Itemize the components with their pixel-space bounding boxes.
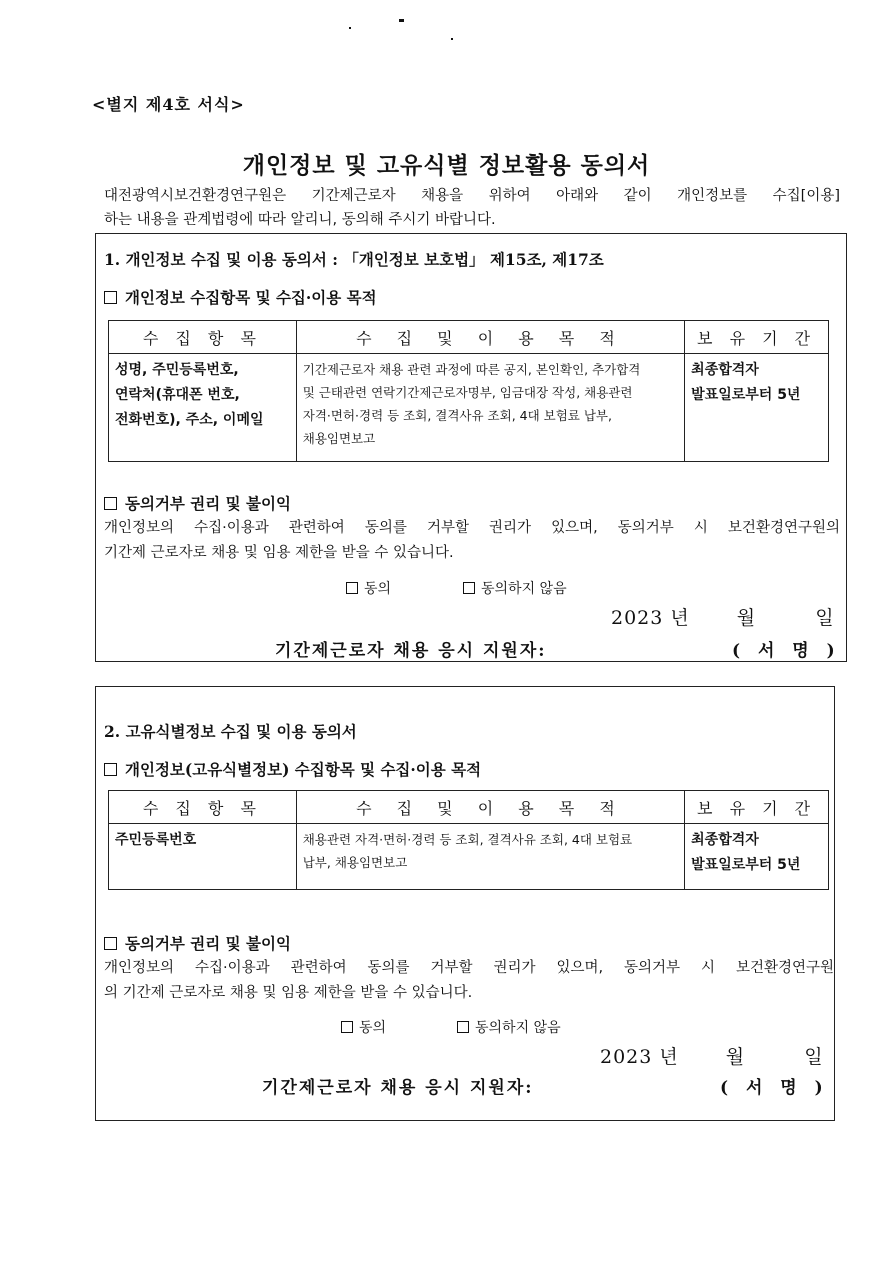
form-label: <별지 제4호 서식> [92,95,245,114]
period-line: 최종합격자 [691,362,759,378]
checkbox-square-icon [104,291,117,304]
agree-label: 동의 [364,581,392,597]
table-header-row [109,791,829,824]
intro-line-2: 하는 내용을 관계법령에 따라 알리니, 동의해 주시기 바랍니다. [104,212,496,228]
scan-speck [349,27,351,29]
section-1-subheading [104,286,377,308]
section-1-subheading-text: 개인정보 수집항목 및 수집·이용 목적 [125,288,377,307]
section-2-signature-field[interactable]: ( 서 명 ) [720,1078,829,1098]
disagree-label: 동의하지 않음 [481,581,567,597]
section-1-disagree-option[interactable] [463,578,567,598]
header-purpose: 수 집 및 이 용 목 적 [296,321,684,354]
section-1-agree-option[interactable] [346,578,391,598]
purpose-line: 기간제근로자 채용 관련 과정에 따른 공지, 본인확인, 추가합격 [302,362,641,377]
page-title: 개인정보 및 고유식별 정보활용 동의서 [242,153,651,179]
checkbox-square-icon [104,497,117,510]
period-cell [685,354,829,462]
date-day: 일 [815,607,835,629]
date-year: 2023 년 [611,607,690,629]
section-1-rights-line-2: 기간제 근로자로 채용 및 임용 제한을 받을 수 있습니다. [104,545,454,561]
date-day: 일 [804,1046,824,1068]
disagree-checkbox[interactable] [463,582,475,594]
section-2-subheading-text: 개인정보(고유식별정보) 수집항목 및 수집·이용 목적 [125,760,482,779]
purpose-line: 자격·면허·경력 등 조회, 결격사유 조회, 4대 보험료 납부, [302,408,612,423]
section-1-signature-field[interactable]: ( 서 명 ) [732,641,841,661]
scan-speck [451,38,453,40]
section-1-rights-heading [104,492,291,514]
section-2-disagree-option[interactable] [457,1017,561,1037]
header-period: 보 유 기 간 [685,791,829,824]
checkbox-square-icon [104,763,117,776]
date-month: 월 [725,1046,746,1068]
section-1-signer-label: 기간제근로자 채용 응시 지원자: [275,641,547,661]
items-cell [109,824,297,890]
purpose-cell [296,824,684,890]
section-2-agree-option[interactable] [341,1017,386,1037]
period-line: 발표일로부터 5년 [691,857,801,873]
scan-speck [399,19,404,22]
date-year: 2023 년 [600,1046,679,1068]
section-2-subheading [104,758,481,780]
section-2-rights-line-2: 의 기간제 근로자로 채용 및 임용 제한을 받을 수 있습니다. [104,985,473,1001]
date-month: 월 [736,607,757,629]
agree-checkbox[interactable] [341,1021,353,1033]
section-1-heading: 1. 개인정보 수집 및 이용 동의서 : 「개인정보 보호법」 제15조, 제17조 [104,250,604,269]
agree-label: 동의 [359,1020,387,1036]
period-line: 발표일로부터 5년 [691,387,801,403]
item-line: 전화번호), 주소, 이메일 [115,412,264,428]
section-2-rights-line-1: 개인정보의 수집·이용과 관련하여 동의를 거부할 권리가 있으며, 동의거부 시 보건환경연구원 [104,960,834,976]
period-cell [685,824,829,890]
section-1-rights-line-1: 개인정보의 수집·이용과 관련하여 동의를 거부할 권리가 있으며, 동의거부 시 보건환경연구원의 [104,520,840,536]
section-2-heading: 2. 고유식별정보 수집 및 이용 동의서 [104,722,357,741]
header-items: 수 집 항 목 [109,791,297,824]
section-1-table [108,320,829,462]
header-period: 보 유 기 간 [685,321,829,354]
rights-heading-text: 동의거부 권리 및 불이익 [125,934,291,953]
section-2-rights-heading [104,932,291,954]
table-row [109,354,829,462]
header-purpose: 수 집 및 이 용 목 적 [296,791,684,824]
intro-line-1: 대전광역시보건환경연구원은 기간제근로자 채용을 위하여 아래와 같이 개인정보를 수집[이용] [104,188,840,204]
section-2-table [108,790,829,890]
purpose-line: 채용임면보고 [302,431,376,446]
section-2-signer-label: 기간제근로자 채용 응시 지원자: [262,1078,534,1098]
purpose-line: 채용관련 자격·면허·경력 등 조회, 결격사유 조회, 4대 보험료 [302,832,633,847]
disagree-label: 동의하지 않음 [475,1020,561,1036]
section-2-date [600,1042,824,1069]
agree-checkbox[interactable] [346,582,358,594]
checkbox-square-icon [104,937,117,950]
item-line: 연락처(휴대폰 번호, [115,387,240,403]
rights-heading-text: 동의거부 권리 및 불이익 [125,494,291,513]
purpose-line: 및 근태관련 연락기간제근로자명부, 임금대장 작성, 채용관련 [302,385,633,400]
purpose-line: 납부, 채용임면보고 [302,855,408,870]
items-cell [109,354,297,462]
period-line: 최종합격자 [691,832,759,848]
header-items: 수 집 항 목 [109,321,297,354]
table-row [109,824,829,890]
section-1-date [611,603,835,630]
disagree-checkbox[interactable] [457,1021,469,1033]
purpose-cell [296,354,684,462]
item-line: 주민등록번호 [115,832,197,848]
item-line: 성명, 주민등록번호, [115,362,239,378]
table-header-row [109,321,829,354]
